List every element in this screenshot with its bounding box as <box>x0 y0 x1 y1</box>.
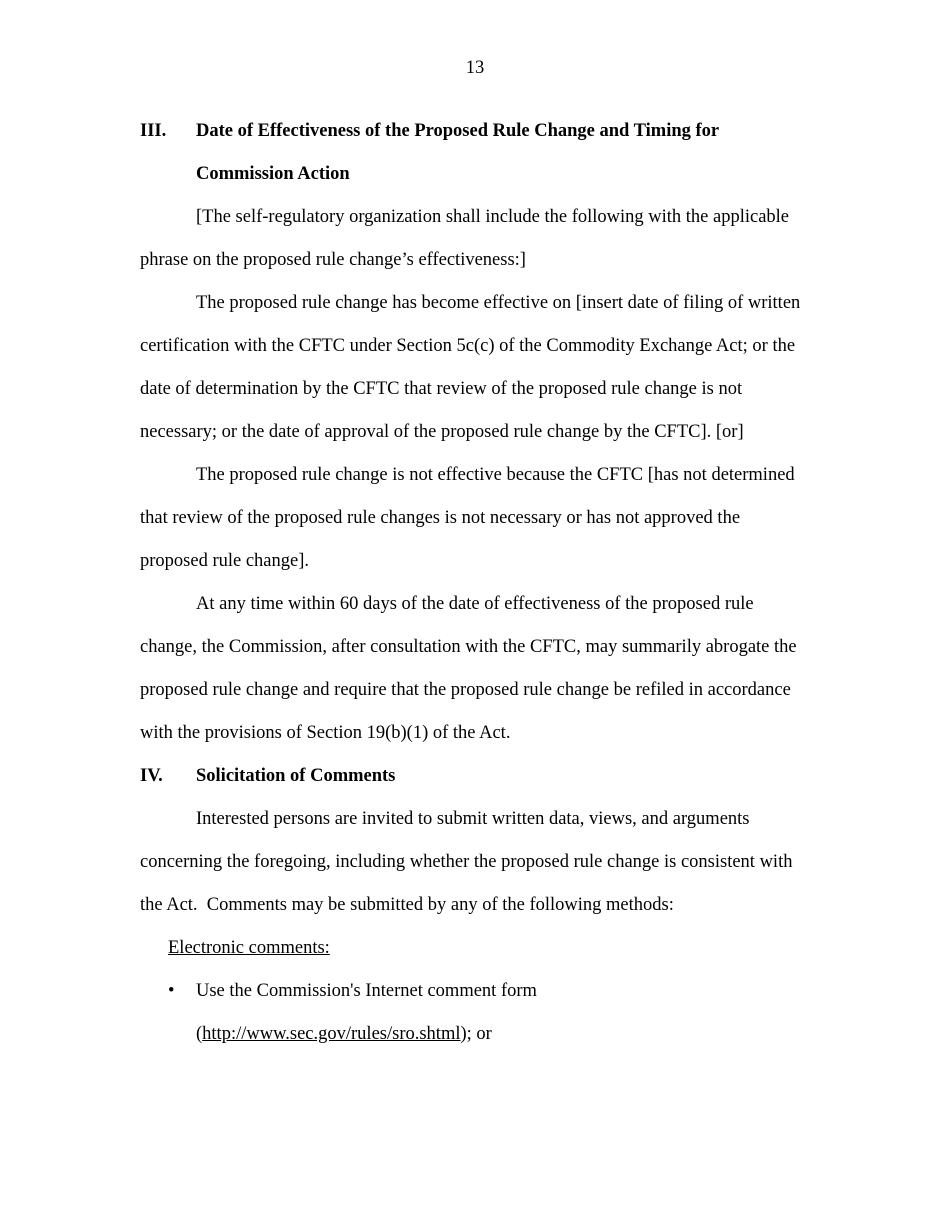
page-number: 13 <box>465 58 485 78</box>
paragraph-line: that review of the proposed rule changes is not necessary or has not approved the <box>140 508 741 528</box>
paragraph-line: proposed rule change]. <box>140 551 310 571</box>
section-3-number: III. <box>140 121 167 141</box>
link-tail: ); or <box>460 1024 492 1044</box>
section-3-title-line2: Commission Action <box>196 164 350 184</box>
paragraph-line: The proposed rule change has become effective on [insert date of filing of written <box>196 293 801 313</box>
paragraph-line: [The self-regulatory organization shall include the following with the applicable <box>196 207 790 227</box>
paragraph-line: phrase on the proposed rule change’s effectiveness:] <box>140 250 526 270</box>
comment-form-link[interactable]: http://www.sec.gov/rules/sro.shtml <box>202 1024 461 1044</box>
paragraph-line: change, the Commission, after consultation with the CFTC, may summarily abrogate the <box>140 637 797 657</box>
section-4-title: Solicitation of Comments <box>196 766 396 786</box>
paragraph-line: proposed rule change and require that the proposed rule change be refiled in accordance <box>140 680 791 700</box>
electronic-comments-label: Electronic comments: <box>168 938 330 958</box>
list-item-text: Use the Commission's Internet comment form <box>196 981 537 1001</box>
section-3-title-line1: Date of Effectiveness of the Proposed Rule Change and Timing for <box>196 121 720 141</box>
paragraph-line: concerning the foregoing, including whether the proposed rule change is consistent with <box>140 852 793 872</box>
paragraph-line: The proposed rule change is not effective because the CFTC [has not determined <box>196 465 795 485</box>
paragraph-line: the Act. Comments may be submitted by any of the following methods: <box>140 895 674 915</box>
section-3-heading <box>140 116 812 159</box>
open-paren: ( <box>196 1024 203 1044</box>
list-item <box>140 976 812 1019</box>
paragraph-line: certification with the CFTC under Section 5c(c) of the Commodity Exchange Act; or the <box>140 336 796 356</box>
paragraph-line: At any time within 60 days of the date of effectiveness of the proposed rule <box>196 594 754 614</box>
section-4-number: IV. <box>140 766 163 786</box>
bullet-icon: • <box>168 981 175 1001</box>
electronic-comments-label-line <box>140 933 812 976</box>
paragraph-line: necessary; or the date of approval of the proposed rule change by the CFTC]. [or] <box>140 422 744 442</box>
list-item-continuation <box>140 1019 812 1062</box>
paragraph-line: date of determination by the CFTC that review of the proposed rule change is not <box>140 379 743 399</box>
section-4-heading <box>140 761 812 804</box>
paragraph-line: with the provisions of Section 19(b)(1) of the Act. <box>140 723 511 743</box>
paragraph-line: Interested persons are invited to submit written data, views, and arguments <box>196 809 750 829</box>
document-body <box>140 116 812 1062</box>
